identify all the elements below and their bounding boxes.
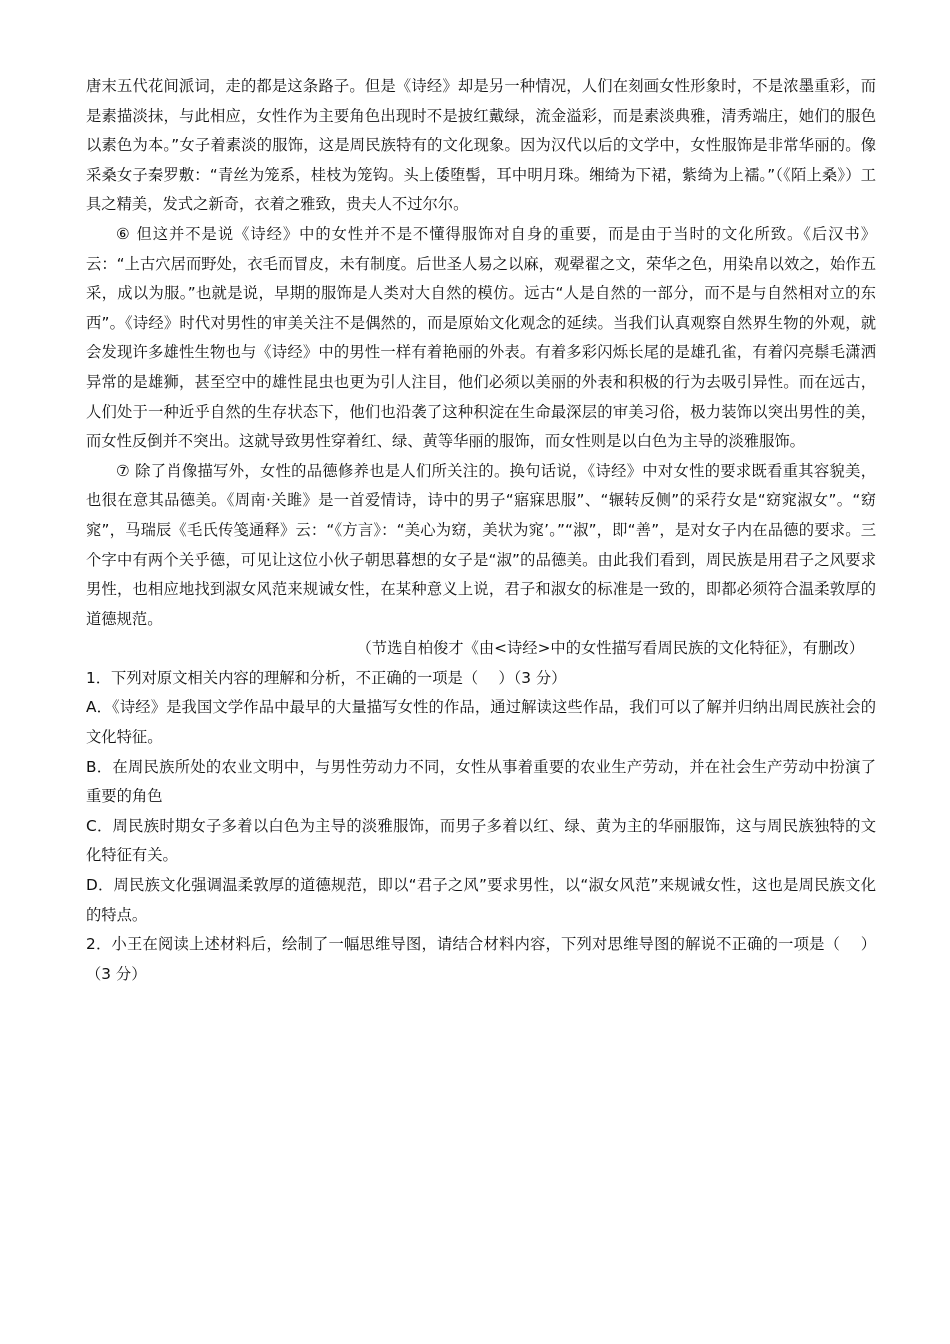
question-1-option-b: B．在周民族所处的农业文明中，与男性劳动力不同，女性从事着重要的农业生产劳动，并在社会生产劳动中扮演了重要的角色 (86, 757, 876, 806)
paragraph-7: ⑦ 除了肖像描写外，女性的品德修养也是人们所关注的。换句话说，《诗经》中对女性的要求既看重其容貌美，也很在意其品德美。《周南·关雎》是一首爱情诗，诗中的男子“寤寐思服”、“辗转反侧”的采荇女是“窈窕淑女”。“窈窕”，马瑞辰《毛氏传笺通释》云：“《方言》：“美心为窈，美状为窕’。”“淑”，即“善”，是对女子内在品德的要求。三个字中有两个关乎德，可见让这位小伙子朝思暮想的女子是“淑”的品德美。由此我们看到，周民族是用君子之风要求男性，也相应地找到淑女风范来规诫女性，在某种意义上说，君子和淑女的标准是一致的，即都必须符合温柔敦厚的道德规范。 (86, 461, 876, 628)
question-1-option-c: C．周民族时期女子多着以白色为主导的淡雅服饰，而男子多着以红、绿、黄为主的华丽服饰，这与周民族独特的文化特征有关。 (86, 816, 876, 865)
question-2-stem: 2．小王在阅读上述材料后，绘制了一幅思维导图，请结合材料内容，下列对思维导图的解说不正确的一项是（ ）（3 分） (86, 935, 876, 983)
document-page (86, 72, 876, 989)
paragraph-5-tail: 唐末五代花间派词，走的都是这条路子。但是《诗经》却是另一种情况，人们在刻画女性形象时，不是浓墨重彩，而是素描淡抹，与此相应，女性作为主要角色出现时不是披红戴绿，流金溢彩，而是素淡典雅，清秀端庄，她们的服色以素色为本。”女子着素淡的服饰，这是周民族特有的文化现象。因为汉代以后的文学中，女性服饰是非常华丽的。像采桑女子秦罗敷：“青丝为笼系，桂枝为笼钩。头上倭堕髻，耳中明月珠。缃绮为下裙，紫绮为上襦。”（《陌上桑》）工具之精美，发式之新奇，衣着之雅致，贵夫人不过尔尔。 (86, 77, 876, 214)
question-1-stem: 1．下列对原文相关内容的理解和分析，不正确的一项是（ ）（3 分） (86, 668, 567, 687)
question-1-option-a: A．《诗经》是我国文学作品中最早的大量描写女性的作品，通过解读这些作品，我们可以了解并归纳出周民族社会的文化特征。 (86, 698, 876, 747)
source-citation: （节选自柏俊才《由<诗经>中的女性描写看周民族的文化特征》，有删改） (356, 639, 864, 658)
question-1-option-d: D．周民族文化强调温柔敦厚的道德规范，即以“君子之风”要求男性，以“淑女风范”来规诫女性，这也是周民族文化的特点。 (86, 876, 876, 924)
paragraph-6: ⑥ 但这并不是说《诗经》中的女性并不是不懂得服饰对自身的重要，而是由于当时的文化所致。《后汉书》云：“上古穴居而野处，衣毛而冒皮，未有制度。后世圣人易之以麻，观翚翟之文，荣华之色，用染帛以效之，始作五采，成以为服。”也就是说，早期的服饰是人类对大自然的模仿。远古“人是自然的一部分，而不是与自然相对立的东西”。《诗经》时代对男性的审美关注不是偶然的，而是原始文化观念的延续。当我们认真观察自然界生物的外观，就会发现许多雄性生物也与《诗经》中的男性一样有着艳丽的外表。有着多彩闪烁长尾的是雄孔雀，有着闪亮鬃毛潇洒异常的是雄狮，甚至空中的雄性昆虫也更为引人注目，他们必须以美丽的外表和积极的行为去吸引异性。而在远古，人们处于一种近乎自然的生存状态下，他们也沿袭了这种积淀在生命最深层的审美习俗，极力装饰以突出男性的美，而女性反倒并不突出。这就导致男性穿着红、绿、黄等华丽的服饰，而女性则是以白色为主导的淡雅服饰。 (86, 224, 876, 451)
